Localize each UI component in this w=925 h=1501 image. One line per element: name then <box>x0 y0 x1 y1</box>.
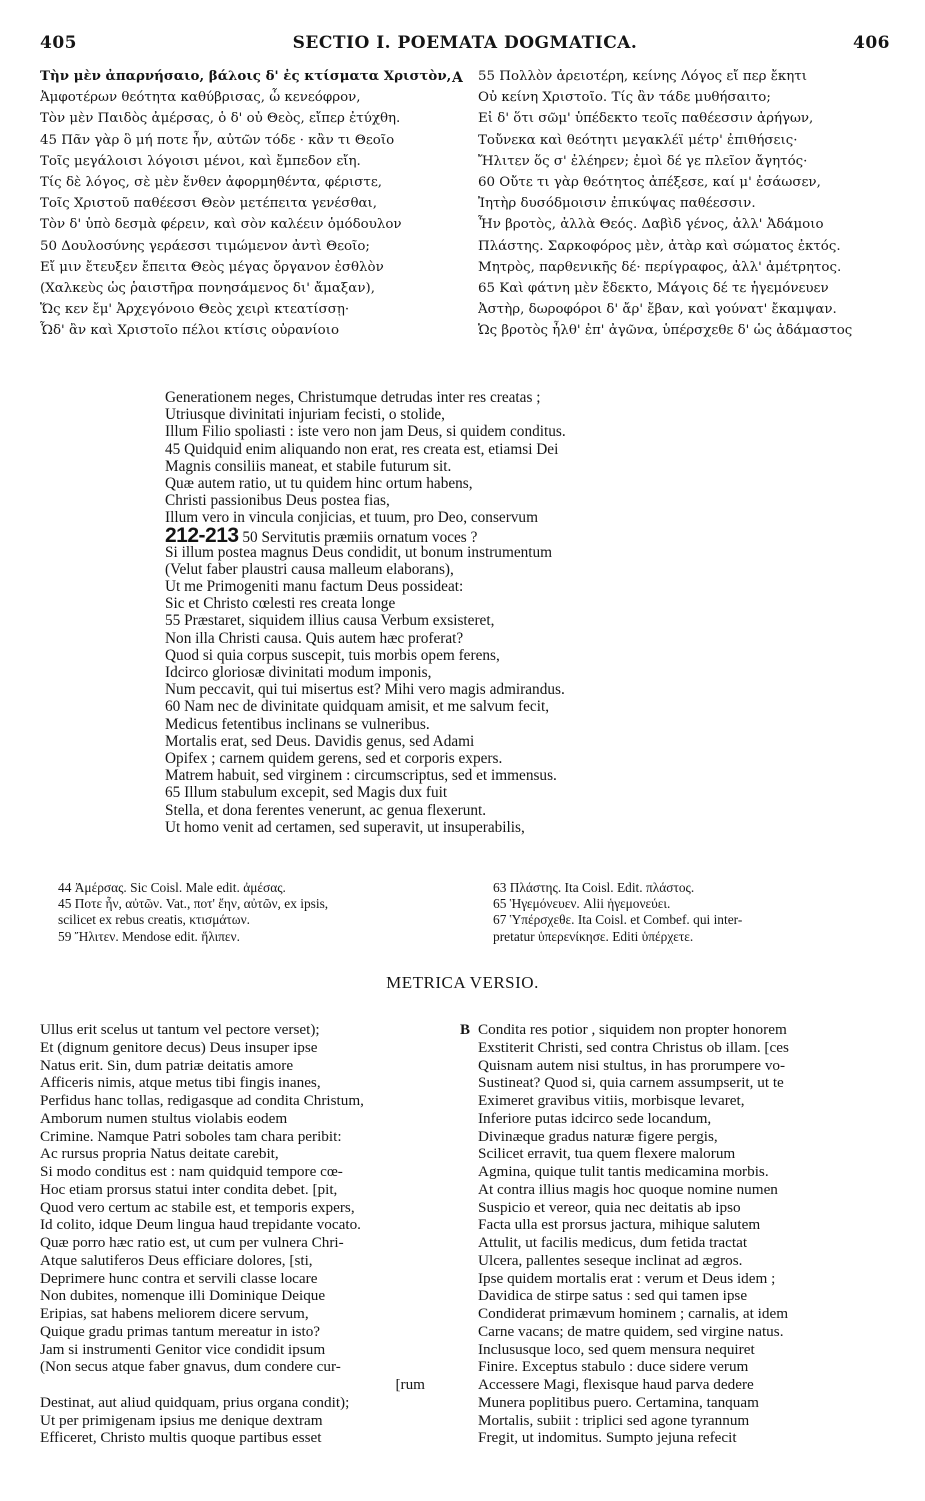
footnote-line: 59 Ἤλιτεν. Mendose edit. ἥλιπεν. <box>58 928 240 944</box>
latin-line: Quod si quia corpus suscepit, tuis morbis opem ferens, <box>165 646 500 664</box>
footnote-line: pretatur ὑπερενίκησε. Editi ὑπέρχετε. <box>493 928 694 944</box>
metrical-line: [rum <box>395 1376 425 1393</box>
latin-line: Medicus fetentibus inclinans se vulneribus. <box>165 715 430 733</box>
metrical-line: Amborum numen stultus violabis eodem <box>40 1109 288 1127</box>
latin-line: Christi passionibus Deus postea fias, <box>165 492 390 510</box>
greek-line: Τίς δὲ λόγος, σὲ μὲν ἔνθεν ἀφορμηθέντα, φέριστε, <box>40 174 383 190</box>
greek-text-right-column <box>478 66 903 341</box>
metrical-line: Sustineat? Quod si, quia carnem assumpserit, ut te <box>478 1074 784 1092</box>
metrical-line: Ut per primigenam ipsius me denique dextram <box>40 1411 323 1429</box>
latin-line: Si illum postea magnus Deus condidit, ut bonum instrumentum <box>165 543 553 561</box>
metrical-line: Quæ porro hæc ratio est, ut cum per vulnera Chri- <box>40 1234 344 1251</box>
greek-line: Οὐ κείνη Χριστοῖο. Τίς ἂν τάδε μυθήσαιτο; <box>478 90 771 106</box>
latin-line: Matrem habuit, sed virginem : circumscriptus, sed et immensus. <box>165 767 557 785</box>
metrical-line: Quod vero certum ac stabile est, et temporis expers, <box>40 1198 355 1216</box>
latin-line: Illum vero in vincula conjicias, et tuum, pro Deo, conservum <box>165 509 538 527</box>
running-title: SECTIO I. POEMATA DOGMATICA. <box>292 33 638 53</box>
metrical-version-right <box>478 1021 903 1447</box>
greek-line: Τοὔνεκα καὶ θεότητι μεγακλέϊ μέτρ' ἐπιθήσεις· <box>478 132 798 148</box>
metrical-line: Non dubites, nomenque illi Dominique Deique <box>40 1287 326 1305</box>
metrical-line: Munera poplitibus puero. Certamina, tanquam <box>478 1393 759 1411</box>
greek-line: Ἰητὴρ δυσόδμοισιν ἐπικύψας παθέεσσιν. <box>478 196 756 212</box>
metrical-line: Condita res potior , siquidem non propter honorem <box>478 1021 787 1038</box>
footnote-line: scilicet ex rebus creatis, κτισμάτων. <box>58 912 250 928</box>
latin-line: Utriusque divinitati injuriam fecisti, o stolide, <box>165 406 445 424</box>
latin-line: Idcirco gloriosæ divinitati modum imponis, <box>165 664 432 681</box>
greek-line: 65 Καὶ φάτνη μὲν ἔδεκτο, Μάγοις δέ τε ἡγεμόνευεν <box>478 280 829 296</box>
metrical-line: Facta ulla est prorsus jactura, mihique salutem <box>478 1216 761 1234</box>
latin-line: 60 Nam nec de divinitate quidquam amisit, et me salvum fecit, <box>165 698 550 716</box>
greek-line: Τὴν μὲν ἀπαρνήσαιο, βάλοις δ' ἐς κτίσματα Χριστὸν, <box>40 68 452 84</box>
marginal-letter-a: A <box>452 70 463 86</box>
latin-line: Illum Filio spoliasti : iste vero non jam Deus, si quidem conditus. <box>165 423 566 441</box>
metrical-line: At contra illius magis hoc quoque nomine numen <box>478 1180 778 1198</box>
footnote-line: 45 Ποτε ἦν, αὐτῶν. Vat., ποτ' ἔην, αὐτῶν, ex ipsis, <box>58 896 329 912</box>
greek-line: Ἤλιτεν ὅς σ' ἐλέηρεν; ἐμοὶ δέ γε πλεῖον ἄγητός· <box>478 153 808 169</box>
metrical-line: Carne vacans; de matre quidem, sed virgine natus. <box>478 1322 784 1340</box>
metrical-line: Hoc etiam prorsus statui inter condita debet. [pit, <box>40 1180 338 1198</box>
metrical-line: Accessere Magi, flexisque haud parva dedere <box>478 1376 754 1393</box>
metrical-line: Scilicet erravit, tua quem flexere malorum <box>478 1145 736 1163</box>
metrical-line: Attulit, ut facilis medicus, dum fetida tractat <box>478 1234 748 1251</box>
latin-line: Generationem neges, Christumque detrudas inter res creatas ; <box>165 389 541 406</box>
metrical-line: Quique gradu primas tantum mereatur in isto? <box>40 1322 321 1340</box>
running-header <box>40 33 890 57</box>
footnote-line: 63 Πλάστης. Ita Coisl. Edit. πλάστος. <box>493 880 695 895</box>
latin-line: Non illa Christi causa. Quis autem hæc proferat? <box>165 629 464 647</box>
metrical-line: Finire. Exceptus stabulo : duce sidere verum <box>478 1358 749 1376</box>
greek-line: 45 Πᾶν γὰρ ὃ μή ποτε ἦν, αὐτῶν τόδε · κἂν τι Θεοῖο <box>40 132 395 148</box>
marginal-letter-b: B <box>460 1022 471 1038</box>
metrical-line: Inclususque loco, sed quem mensura nequiret <box>478 1340 755 1358</box>
latin-line: 45 Quidquid enim aliquando non erat, res creata est, etiamsi Dei <box>165 440 559 458</box>
latin-translation <box>165 389 725 836</box>
footnotes-right <box>493 880 903 945</box>
metrical-line: Quisnam autem nisi stultus, in has prorumpere vo- <box>478 1056 786 1074</box>
metrical-line: Davidica de stirpe satus : sed qui tamen ipse <box>478 1287 748 1305</box>
metrical-line: Ullus erit scelus ut tantum vel pectore verset); <box>40 1021 320 1038</box>
metrical-line: Condiderat primævum hominem ; carnalis, at idem <box>478 1305 789 1322</box>
latin-line: Ut me Primogeniti manu factum Deus possideat: <box>165 578 464 596</box>
metrical-line: Destinat, aut aliud quidquam, prius organa condit); <box>40 1393 350 1411</box>
metrical-line: Id colito, idque Deum lingua haud trepidante vocato. <box>40 1216 361 1234</box>
latin-line: Magnis consiliis maneat, et stabile futurum sit. <box>165 457 452 475</box>
metrical-line: Ac rursus propria Natus deitate carebit, <box>40 1145 279 1163</box>
metrical-line: Et (dignum genitore decus) Deus insuper ipse <box>40 1038 318 1056</box>
column-number-right: 406 <box>853 33 890 53</box>
metrical-line: Si modo conditus est : nam quidquid tempore cœ- <box>40 1163 343 1180</box>
metrical-line: Exstiterit Christi, sed contra Christus ob illam. [ces <box>478 1038 789 1056</box>
greek-line: (Χαλκεὺς ὡς ῥαιστῆρα πονησάμενος δι' ἄμαξαν), <box>40 280 375 296</box>
metrical-line: Deprimere hunc contra et servili classe locare <box>40 1269 318 1287</box>
footnote-line: 67 Ὑπέρσχεθε. Ita Coisl. et Combef. qui inter- <box>493 912 743 928</box>
greek-line: Μητρὸς, παρθενικῆς δέ· περίγραφος, ἀλλ' ἀμέτρητος. <box>478 259 842 275</box>
metrical-line: Ipse quidem mortalis erat : verum et Deus idem ; <box>478 1269 776 1287</box>
metrical-line: Afficeris nimis, atque metus tibi fingis inanes, <box>40 1074 321 1092</box>
greek-line: Εἴ μιν ἔτευξεν ἔπειτα Θεὸς μέγας ὄργανον ἐσθλὸν <box>40 259 384 275</box>
greek-line: Ἀστὴρ, δωροφόροι δ' ἄρ' ἔβαν, καὶ γούνατ' ἔκαμψαν. <box>478 302 837 318</box>
latin-line: Sic et Christo cœlesti res creata longe <box>165 595 396 613</box>
metrical-line: Suspicio et vereor, quia nec deitatis ab ipso <box>478 1198 741 1216</box>
greek-line: Τοῖς Χριστοῦ παθέεσσι Θεὸν μετέπειτα γενέσθαι, <box>40 196 378 212</box>
latin-line: Quæ autem ratio, ut tu quidem hinc ortum habens, <box>165 474 473 492</box>
greek-line: Τοῖς μεγάλοισι λόγοισι μένοι, καὶ ἔμπεδον εἴη. <box>40 153 361 169</box>
latin-line: Stella, et dona ferentes venerunt, ac genua flexerunt. <box>165 801 487 819</box>
footnote-line: 44 Ἀμέρσας. Sic Coisl. Male edit. ἀμέσας. <box>58 880 286 895</box>
metrical-line: Inferiore putas idcirco sede locandum, <box>478 1109 712 1127</box>
metrical-line: Perfidus hanc tollas, redigasque ad condita Christum, <box>40 1092 364 1109</box>
greek-line: Ὡς βροτὸς ἦλθ' ἐπ' ἀγῶνα, ὑπέρσχεθε δ' ὡς ἀδάμαστος <box>478 323 853 339</box>
latin-line <box>165 523 725 547</box>
greek-line: Πλάστης. Σαρκοφόρος μὲν, ἀτὰρ καὶ σώματος ἐκτός. <box>478 238 841 254</box>
greek-line: Ὥς κεν ἔμ' Ἀρχεγόνοιο Θεὸς χειρὶ κτεατίσσῃ· <box>40 302 350 318</box>
greek-line: Ἦν βροτὸς, ἀλλὰ Θεός. Δαβὶδ γένος, ἀλλ' Ἀδάμοιο <box>478 217 824 233</box>
latin-line: Mortalis erat, sed Deus. Davidis genus, sed Adami <box>165 732 475 750</box>
footnote-line: 65 Ἡγεμόνευεν. Alii ἡγεμονεύει. <box>493 896 671 912</box>
greek-text-left-column <box>40 66 460 341</box>
latin-line: 65 Illum stabulum excepit, sed Magis dux fuit <box>165 784 448 802</box>
greek-line: 60 Οὔτε τι γὰρ θεότητος ἀπέξεσε, καί μ' ἐσάωσεν, <box>478 174 821 190</box>
footnotes-left <box>58 880 468 945</box>
latin-line: Opifex ; carnem quidem gerens, sed et corporis expers. <box>165 749 503 767</box>
metrical-line: Agmina, quique tulit tantis medicamina morbis. <box>478 1163 769 1180</box>
metrical-line: (Non secus atque faber gnavus, dum condere cur- <box>40 1358 341 1376</box>
metrical-line: Crimine. Namque Patri soboles tam chara peribit: <box>40 1127 342 1145</box>
column-marker: 212-213 <box>165 523 239 547</box>
latin-line: Num peccavit, qui tui misertus est? Mihi vero magis admirandus. <box>165 681 565 699</box>
latin-line: (Velut faber plaustri causa malleum elaborans), <box>165 560 454 578</box>
latin-line-text: 50 Servitutis præmiis ornatum voces ? <box>242 528 478 546</box>
section-heading: METRICA VERSIO. <box>386 973 539 992</box>
metrical-line: Eximeret gravibus vitiis, morbisque levaret, <box>478 1092 745 1109</box>
metrical-line: Divinæque gradus naturæ figere pergis, <box>478 1127 718 1145</box>
latin-line: 55 Præstaret, siquidem illius causa Verbum exsisteret, <box>165 612 495 630</box>
metrical-line: Jam si instrumenti Genitor vice condidit ipsum <box>40 1340 326 1358</box>
greek-line: Ὧδ' ἂν καὶ Χριστοῖο πέλοι κτίσις οὐρανίοιο <box>40 323 340 339</box>
greek-line: Ἀμφοτέρων θεότητα καθύβρισας, ὦ κενεόφρον, <box>40 90 361 106</box>
metrical-version-left <box>40 1021 465 1447</box>
metrical-line: Ulcera, pallentes seseque inclinat ad ægros. <box>478 1251 743 1269</box>
greek-line: 55 Πολλὸν ἀρειοτέρη, κείνης Λόγος εἴ περ ἔκητι <box>478 69 807 84</box>
metrical-line: Fregit, ut indomitus. Sumpto jejuna refecit <box>478 1429 737 1447</box>
metrical-line: Eripias, sat habens meliorem dicere servum, <box>40 1305 309 1322</box>
metrical-line: Natus erit. Sin, dum patriæ deitatis amore <box>40 1056 294 1074</box>
column-number-left: 405 <box>40 33 77 53</box>
metrical-line: Efficeret, Christo multis quoque partibus esset <box>40 1429 322 1447</box>
latin-line: Ut homo venit ad certamen, sed superavit, ut insuperabilis, <box>165 818 525 836</box>
greek-line: 50 Δουλοσύνης γεράεσσι τιμώμενον ἀντὶ Θεοῖο; <box>40 238 370 254</box>
metrical-line: Mortalis, subiit : triplici sed agone tyrannum <box>478 1411 750 1429</box>
greek-line: Τὸν δ' ὑπὸ δεσμὰ φέρειν, καὶ σὸν καλέειν ὁμόδουλον <box>40 217 402 233</box>
metrical-line: Atque salutiferos Deus efficiare dolores, [sti, <box>40 1251 313 1269</box>
greek-line: Εἰ δ' ὅτι σῶμ' ὑπέδεκτο τεοῖς παθέεσσιν ἀρήγων, <box>478 111 814 127</box>
greek-line: Τὸν μὲν Παιδὸς ἀμέρσας, ὁ δ' οὐ Θεὸς, εἴπερ ἐτύχθη. <box>40 111 401 127</box>
